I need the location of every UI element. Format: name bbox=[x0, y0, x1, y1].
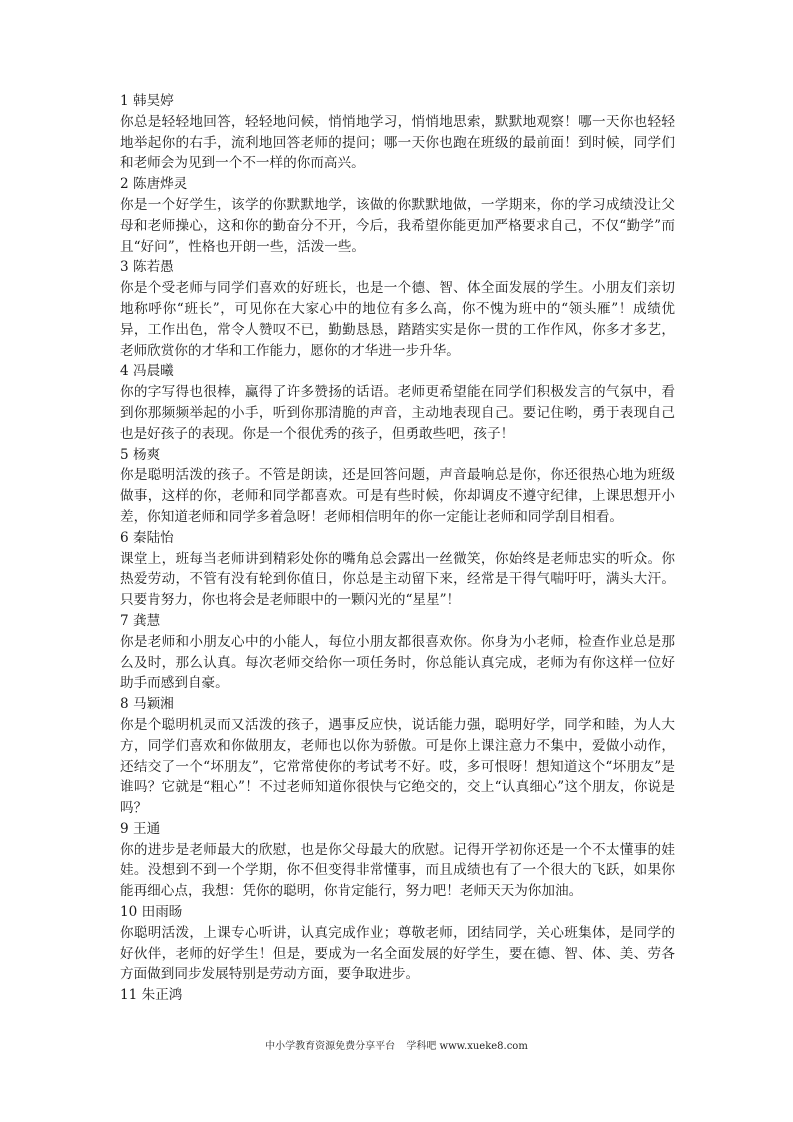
document-body bbox=[120, 91, 675, 1006]
comment-entry bbox=[120, 985, 675, 1006]
comment-entry bbox=[120, 694, 675, 819]
student-name: 3 陈若愚 bbox=[120, 259, 174, 276]
student-name: 5 杨爽 bbox=[120, 446, 161, 463]
comment-text: 你的字写得也很棒，赢得了许多赞扬的话语。老师更希望能在同学们积极发言的气氛中，看到你那频频举起的小手，听到你那清脆的声音，主动地表现自己。要记住哟，勇于表现自己也是好孩子的表现。你是一个很优秀的孩子，但勇敢些吧，孩子！ bbox=[120, 384, 675, 442]
student-name: 9 王通 bbox=[120, 820, 161, 837]
comment-text: 你的进步是老师最大的欣慰，也是你父母最大的欣慰。记得开学初你还是一个不太懂事的娃娃。没想到不到一个学期，你不但变得非常懂事，而且成绩也有了一个很大的飞跃，如果你能再细心点，我想：凭你的聪明，你肯定能行，努力吧！老师天天为你加油。 bbox=[120, 841, 675, 900]
comment-entry bbox=[120, 528, 675, 611]
comment-entry bbox=[120, 174, 675, 257]
student-name: 2 陈唐烨灵 bbox=[120, 176, 188, 193]
student-name: 1 韩昊婷 bbox=[120, 93, 174, 109]
student-name: 6 秦陆怡 bbox=[120, 529, 174, 546]
comment-entry bbox=[120, 445, 675, 528]
comment-entry bbox=[120, 819, 675, 902]
comment-entry bbox=[120, 902, 675, 985]
comment-text: 你是一个好学生，该学的你默默地学，该做的你默默地做，一学期来，你的学习成绩没让父母和老师操心，这和你的勤奋分不开，今后，我希望你能更加严格要求自己，不仅“勤学”而且“好问”，性格也开朗一些，活泼一些。 bbox=[120, 196, 675, 255]
student-name: 4 冯晨曦 bbox=[120, 363, 174, 380]
student-name: 7 龚慧 bbox=[120, 612, 161, 629]
comment-entry bbox=[120, 91, 675, 174]
comment-text: 课堂上，班每当老师讲到精彩处你的嘴角总会露出一丝微笑，你始终是老师忠实的听众。你热爱劳动，不管有没有轮到你值日，你总是主动留下来，经常是干得气喘吁吁，满头大汗。只要肯努力，你也将会是老师眼中的一颗闪光的“星星”！ bbox=[120, 550, 675, 609]
student-name: 10 田雨旸 bbox=[120, 904, 183, 921]
comment-text: 你总是轻轻地回答，轻轻地问候，悄悄地学习，悄悄地思索，默默地观察！哪一天你也轻轻地举起你的右手，流利地回答老师的提问；哪一天你也跑在班级的最前面！到时候，同学们和老师会为见到一个不一样的你而高兴。 bbox=[120, 113, 675, 172]
comment-entry bbox=[120, 257, 675, 361]
comment-text: 你聪明活泼，上课专心听讲，认真完成作业；尊敬老师，团结同学，关心班集体，是同学的好伙伴，老师的好学生！但是，要成为一名全面发展的好学生，要在德、智、体、美、劳各方面做到同步发展特别是劳动方面，要争取进步。 bbox=[120, 924, 675, 983]
comment-entry bbox=[120, 611, 675, 694]
comment-text: 你是个受老师与同学们喜欢的好班长，也是一个德、智、体全面发展的学生。小朋友们亲切地称呼你“班长”，可见你在大家心中的地位有多么高，你不愧为班中的“领头雁”！成绩优异，工作出色，常令人赞叹不已，勤勤恳恳，踏踏实实是你一贯的工作作风，你多才多艺，老师欣赏你的才华和工作能力，愿你的才华进一步升华。 bbox=[120, 280, 675, 359]
student-name: 8 马颖湘 bbox=[120, 696, 174, 713]
comment-entry bbox=[120, 361, 675, 444]
comment-text: 你是个聪明机灵而又活泼的孩子，遇事反应快，说话能力强，聪明好学，同学和睦，为人大方，同学们喜欢和你做朋友，老师也以你为骄傲。可是你上课注意力不集中，爱做小动作，还结交了一个“坏朋友”，它常常使你的考试考不好。哎，多可恨呀！想知道这个“坏朋友”是谁吗？它就是“粗心”！不过老师知道你很快与它绝交的，交上“认真细心”这个朋友，你说是吗？ bbox=[120, 716, 675, 817]
student-name: 11 朱正鸿 bbox=[120, 987, 183, 1004]
footer-platform-text: 中小学教育资源免费分享平台 bbox=[265, 1041, 396, 1052]
comment-text: 你是聪明活泼的孩子。不管是朗读，还是回答问题，声音最响总是你，你还很热心地为班级做事，这样的你，老师和同学都喜欢。可是有些时候，你却调皮不遵守纪律，上课思想开小差，你知道老师和同学多着急呀！老师相信明年的你一定能让老师和同学刮目相看。 bbox=[120, 467, 675, 525]
page-footer bbox=[0, 1040, 793, 1054]
footer-site-text: 学科吧 www.xueke8.com bbox=[406, 1041, 528, 1052]
comment-text: 你是老师和小朋友心中的小能人，每位小朋友都很喜欢你。你身为小老师，检查作业总是那么及时，那么认真。每次老师交给你一项任务时，你总能认真完成，老师为有你这样一位好助手而感到自豪。 bbox=[120, 633, 675, 692]
